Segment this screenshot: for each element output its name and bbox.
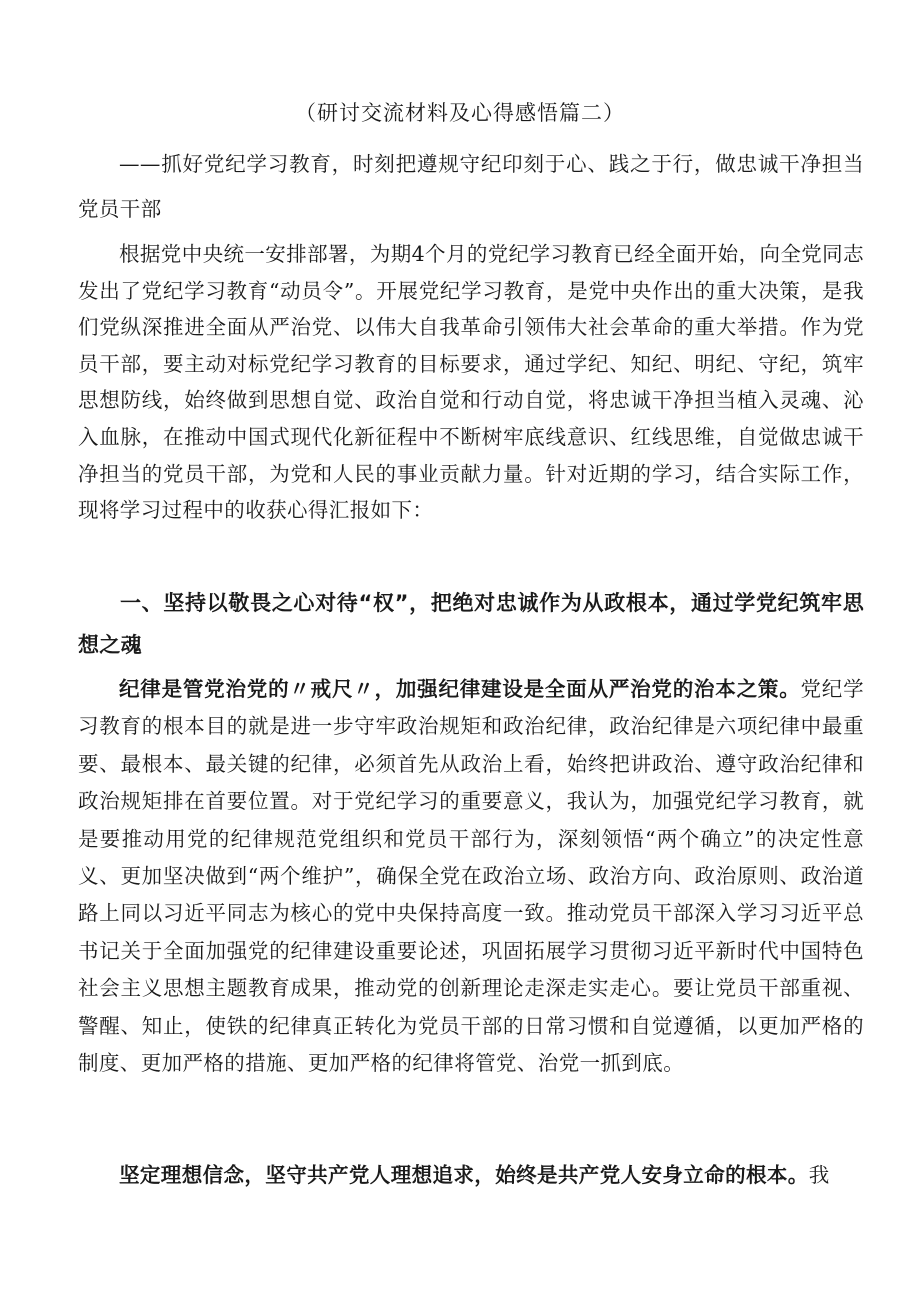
document-title: （研讨交流材料及心得感悟篇二） [295,101,625,125]
paragraph-ideals [78,1157,864,1194]
paragraph-ideals-body: 我 [808,1163,830,1187]
document-subtitle: ——抓好党纪学习教育，时刻把遵规守纪印刻于心、践之于行，做忠诚干净担当党员干部 [78,152,864,221]
paragraph-discipline [78,671,864,1082]
paragraph-intro: 根据党中央统一安排部署，为期4个月的党纪学习教育已经全面开始，向全党同志发出了党纪学习教育“动员令”。开展党纪学习教育，是党中央作出的重大决策，是我们党纵深推进全面从严治党、以伟大自我革命引领伟大社会革命的重大举措。作为党员干部，要主动对标党纪学习教育的目标要求，通过学纪、知纪、明纪、守纪，筑牢思想防线，始终做到思想自觉、政治自觉和行动自觉，将忠诚干净担当植入灵魂、沁入血脉，在推动中国式现代化新征程中不断树牢底线意识、红线思维，自觉做忠诚干净担当的党员干部，为党和人民的事业贡献力量。针对近期的学习，结合实际工作，现将学习过程中的收获心得汇报如下： [78,242,864,523]
section-heading-1: 一、坚持以敬畏之心对待“权”，把绝对忠诚作为从政根本，通过学党纪筑牢思想之魂 [78,591,864,657]
paragraph-discipline-body: 党纪学习教育的根本目的就是进一步守牢政治规矩和政治纪律，政治纪律是六项纪律中最重要、最根本、最关键的纪律，必须首先从政治上看，始终把讲政治、遵守政治纪律和政治规矩排在首要位置。对于党纪学习的重要意义，我认为，加强党纪学习教育，就是要推动用党的纪律规范党组织和党员干部行为，深刻领悟“两个确立”的决定性意义、更加坚决做到“两个维护”，确保全党在政治立场、政治方向、政治原则、政治道路上同以习近平同志为核心的党中央保持高度一致。推动党员干部深入学习习近平总书记关于全面加强党的纪律建设重要论述，巩固拓展学习贯彻习近平新时代中国特色社会主义思想主题教育成果，推动党的创新理论走深走实走心。要让党员干部重视、警醒、知止，使铁的纪律真正转化为党员干部的日常习惯和自觉遵循，以更加严格的制度、更加严格的措施、更加严格的纪律将管党、治党一抓到底。 [78,677,864,1076]
paragraph-discipline-lead: 纪律是管党治党的〃戒尺〃，加强纪律建设是全面从严治党的治本之策。 [119,677,801,701]
paragraph-ideals-lead: 坚定理想信念，坚守共产党人理想追求，始终是共产党人安身立命的根本。 [119,1163,809,1187]
